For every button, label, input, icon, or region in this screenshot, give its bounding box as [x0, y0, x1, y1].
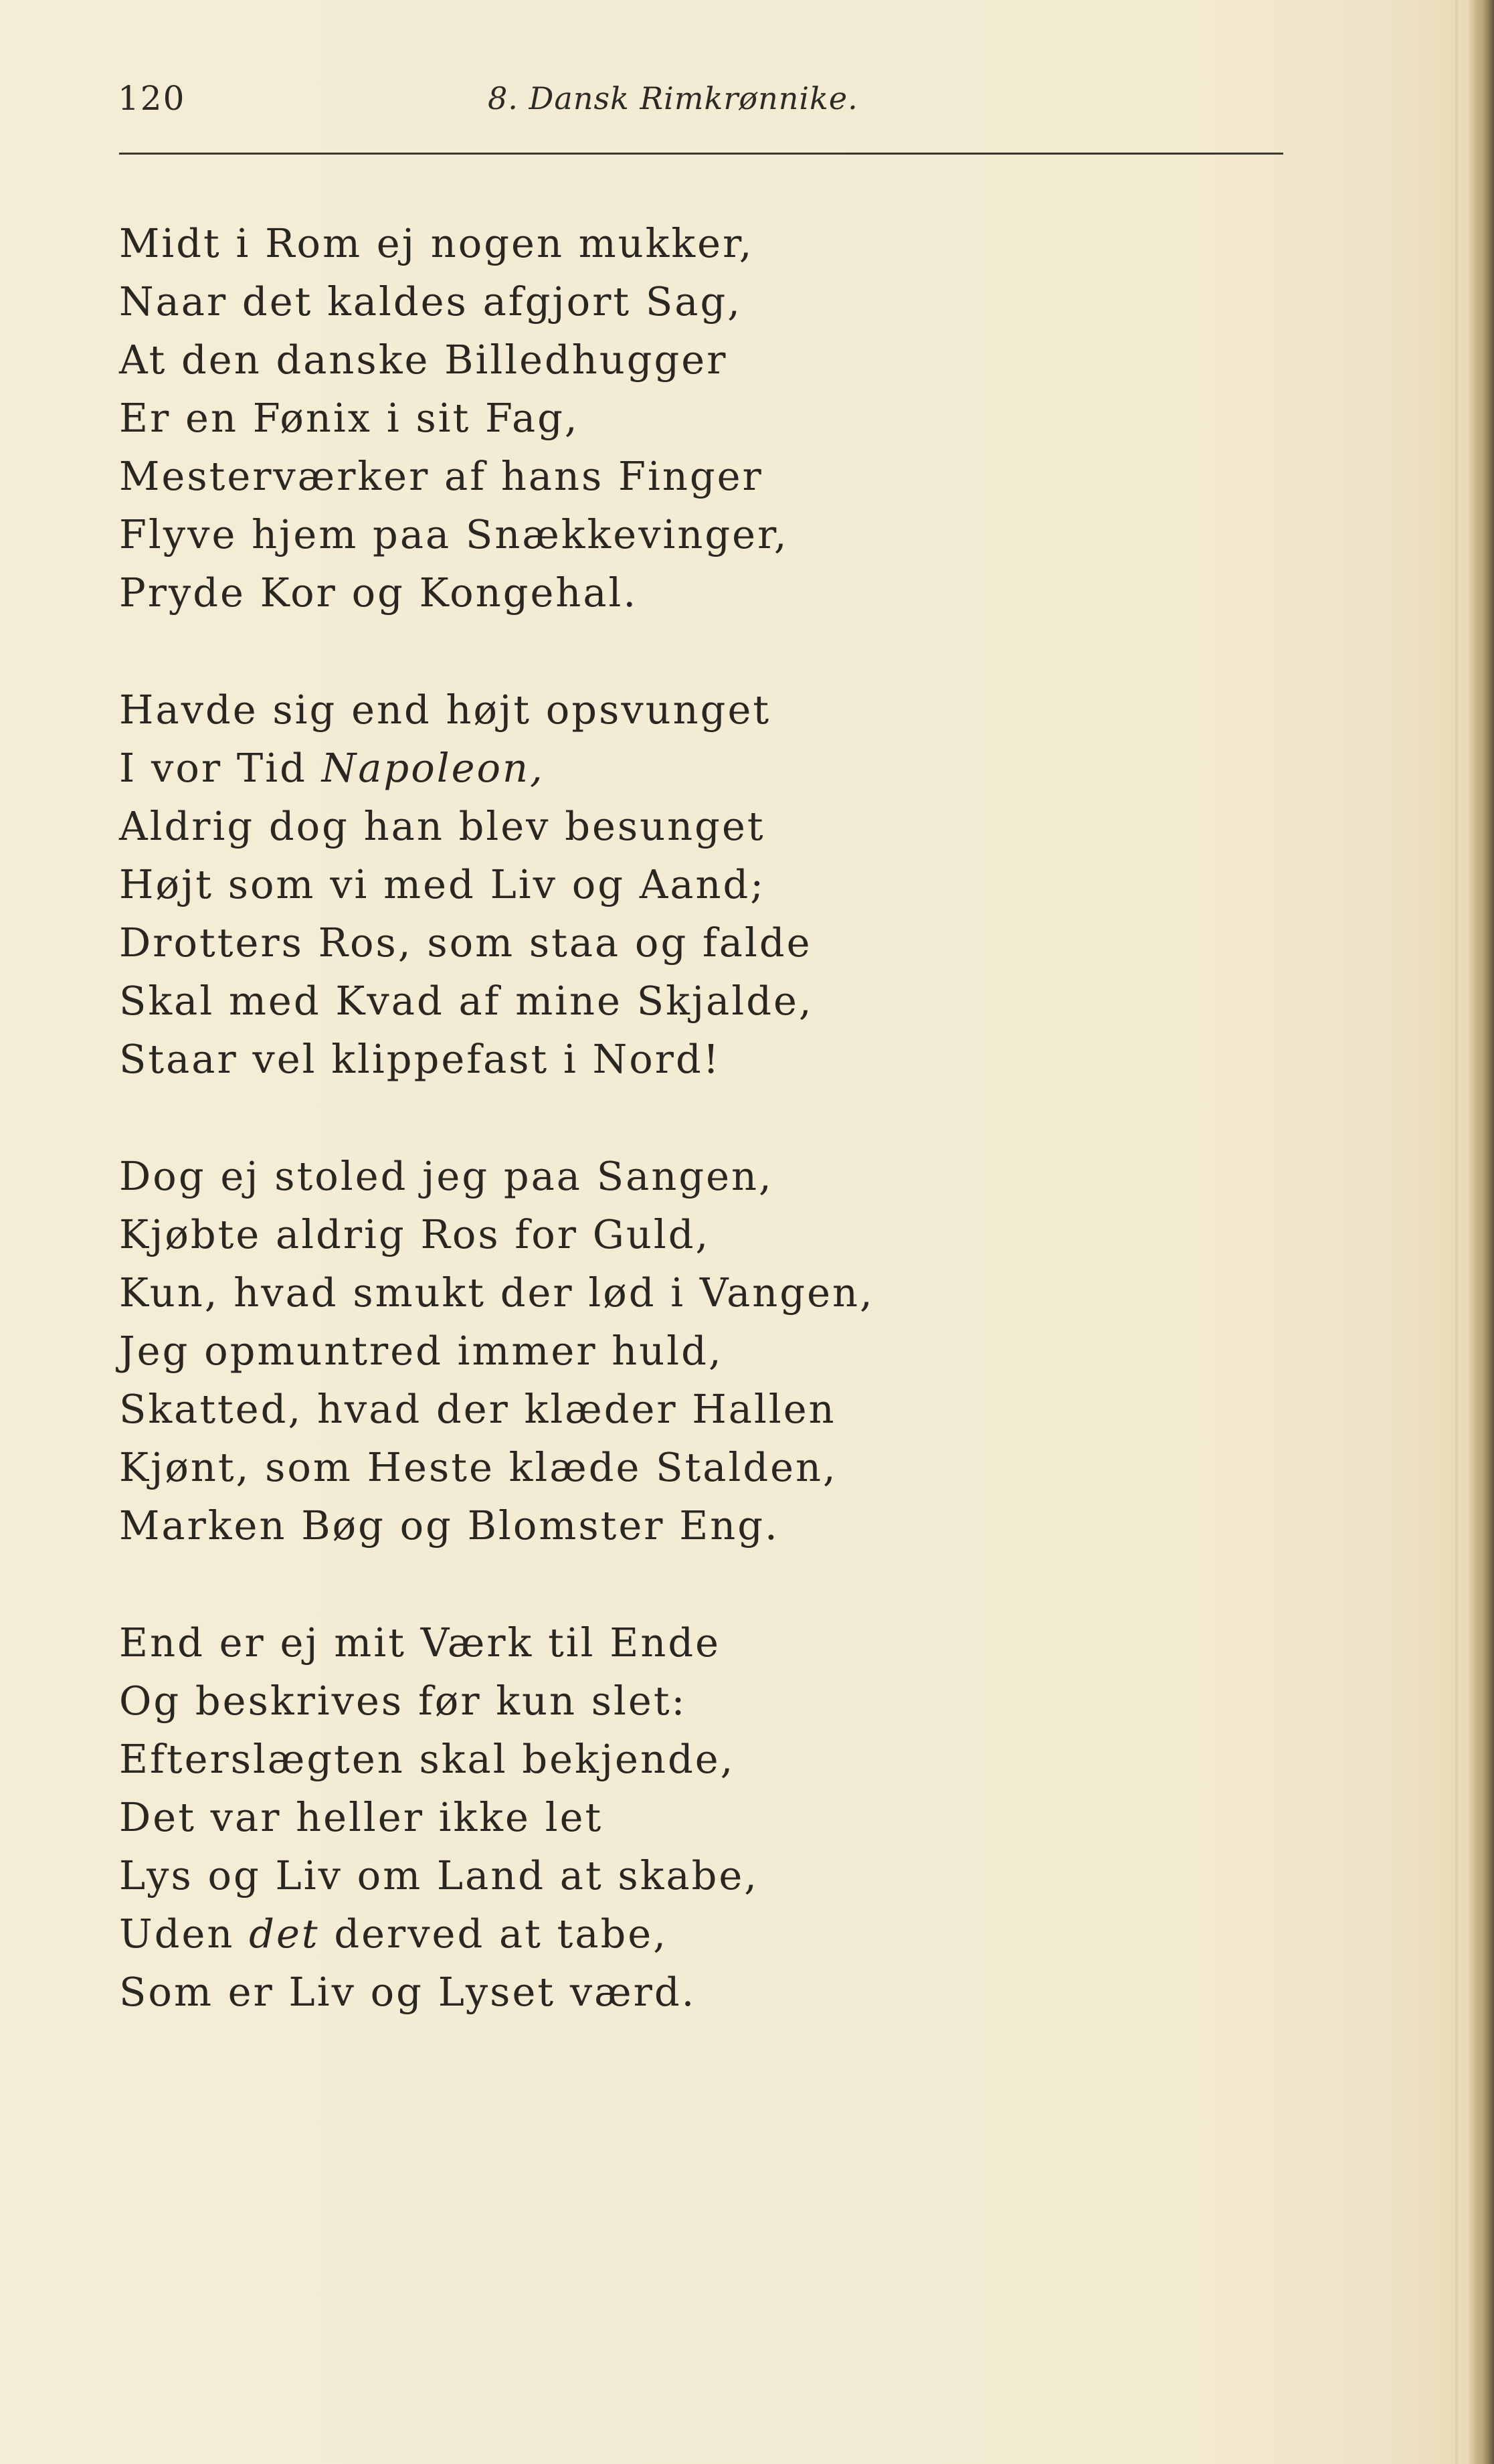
verse-line-mixed [119, 1905, 1256, 1963]
verse-line: Er en Fønix i sit Fag, [119, 395, 579, 441]
verse-line: At den danske Billedhugger [119, 337, 728, 383]
stanza-4 [119, 1613, 1256, 2021]
verse-line: Midt i Rom ej nogen mukker, [119, 220, 754, 266]
verse-italic-word: det [249, 1911, 320, 1957]
verse-line: Kjøbte aldrig Ros for Guld, [119, 1211, 711, 1257]
verse-line: Kun, hvad smukt der lød i Vangen, [119, 1269, 874, 1316]
verse-line: Lys og Liv om Land at skabe, [119, 1852, 759, 1899]
verse-line: Marken Bøg og Blomster Eng. [119, 1502, 779, 1549]
verse-line: Skal med Kvad af mine Skjalde, [119, 978, 814, 1024]
verse-line: Flyve hjem paa Snækkevinger, [119, 511, 789, 557]
verse-line: Jeg opmuntred immer huld, [119, 1328, 723, 1374]
verse-text: , [530, 745, 545, 791]
verse-line: Aldrig dog han blev besunget [119, 803, 765, 849]
book-spine-edge [1469, 0, 1494, 2464]
verse-line: Naar det kaldes afgjort Sag, [119, 278, 742, 325]
page-edge [1455, 0, 1458, 2464]
verse-line: Staar vel klippefast i Nord! [119, 1036, 721, 1082]
verse-line: Som er Liv og Lyset værd. [119, 1969, 696, 2015]
stanza-2 [119, 681, 1256, 1088]
stanza-3 [119, 1147, 1256, 1555]
verse-line: Og beskrives før kun slet: [119, 1678, 687, 1724]
verse-line: Kjønt, som Heste klæde Stalden, [119, 1444, 838, 1490]
verse-line: Det var heller ikke let [119, 1794, 603, 1840]
verse-text: I vor Tid [119, 745, 322, 791]
verse-line: Efterslægten skal bekjende, [119, 1736, 735, 1782]
verse-line: Havde sig end højt opsvunget [119, 687, 771, 733]
verse-line: Højt som vi med Liv og Aand; [119, 861, 766, 907]
verse-line: Mesterværker af hans Finger [119, 453, 763, 499]
verse-line: Skatted, hvad der klæder Hallen [119, 1386, 836, 1432]
verse-text: Uden [119, 1911, 250, 1957]
verse-line: Drotters Ros, som staa og falde [119, 919, 812, 966]
running-title: 8. Dansk Rimkrønnike. [488, 80, 858, 116]
header-rule [119, 153, 1283, 155]
poem [119, 214, 1256, 2080]
verse-italic-name: Napoleon [321, 745, 531, 791]
page-header [118, 79, 1282, 133]
page-number: 120 [118, 79, 186, 118]
verse-text: derved at tabe, [319, 1911, 668, 1957]
verse-line: End er ej mit Værk til Ende [119, 1619, 721, 1666]
verse-line-mixed [119, 739, 1256, 797]
verse-line: Dog ej stoled jeg paa Sangen, [119, 1153, 773, 1199]
verse-line: Pryde Kor og Kongehal. [119, 569, 638, 616]
stanza-1 [119, 214, 1256, 622]
